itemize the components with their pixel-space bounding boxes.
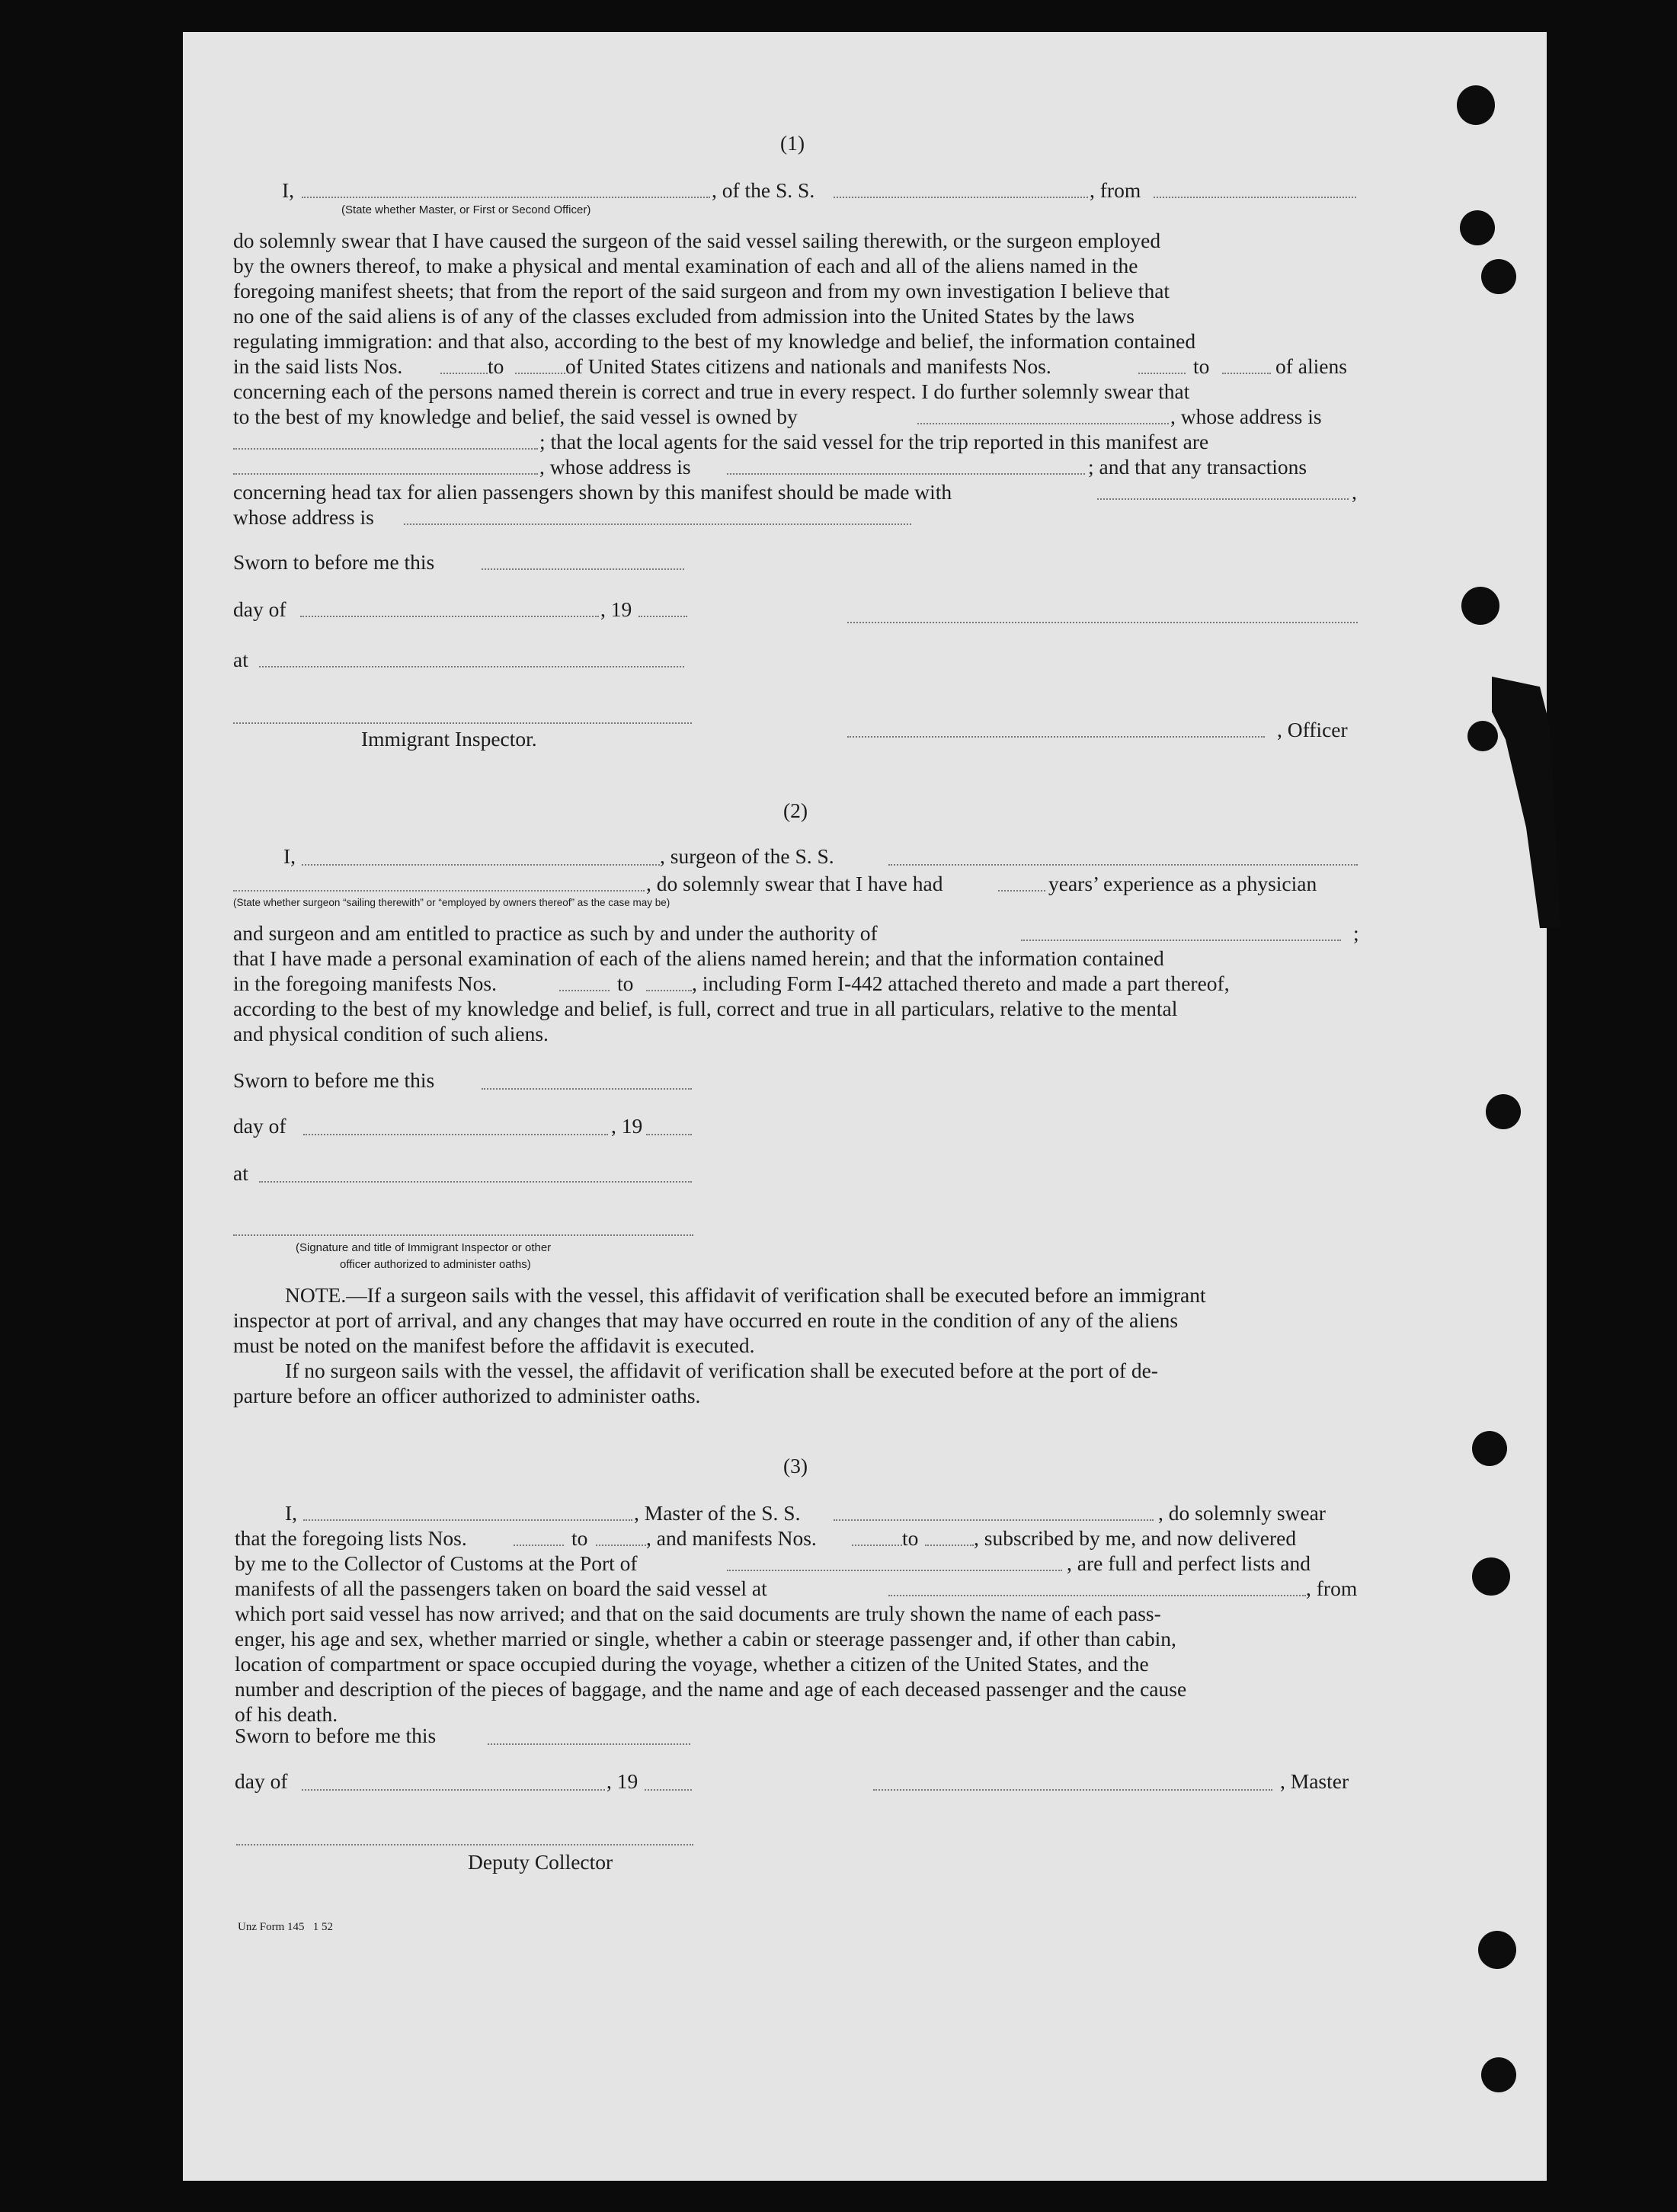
head-tax-address-field[interactable] — [404, 523, 911, 525]
signature-caption: officer authorized to administer oaths) — [340, 1258, 531, 1271]
affidavit-1-line: regulating immigration: and that also, according to the best of my knowledge and belief, the information contained — [233, 329, 1196, 353]
solemnly-label: , do solemnly swear — [1158, 1501, 1326, 1525]
agents-field[interactable] — [233, 473, 538, 475]
at-label: at — [233, 648, 248, 671]
i-label: I, — [282, 178, 295, 202]
affidavit-2-line: that I have made a personal examination of each of the aliens named herein; and that the information contained — [233, 946, 1164, 970]
form-id: Unz Form 145 1 52 — [238, 1921, 333, 1933]
affidavit-3-line: which port said vessel has now arrived; and that on the said documents are truly shown the name of each pass- — [235, 1602, 1161, 1625]
local-agents-label: ; that the local agents for the said vessel for the trip reported in this manifest are — [539, 430, 1209, 453]
at-label: at — [233, 1161, 248, 1185]
punch-hole — [1478, 1931, 1516, 1969]
note-line: must be noted on the manifest before the affidavit is executed. — [233, 1333, 755, 1357]
day-of-label: day of — [235, 1769, 288, 1793]
manifests-nos-label: , and manifests Nos. — [646, 1526, 817, 1550]
authority-label: and surgeon and am entitled to practice as such by and under the authority of — [233, 921, 878, 945]
to-label: to — [1193, 354, 1210, 378]
to-label: to — [902, 1526, 919, 1550]
inspector-signature-line[interactable] — [233, 1234, 693, 1236]
perfect-lists-label: , are full and perfect lists and — [1067, 1551, 1311, 1575]
head-tax-field[interactable] — [1097, 498, 1349, 500]
subscribed-label: , subscribed by me, and now delivered — [974, 1526, 1297, 1550]
officer-label: , Officer — [1277, 718, 1348, 741]
experience-label: years’ experience as a physician — [1048, 872, 1317, 895]
punch-hole — [1461, 587, 1499, 625]
affidavit-3-line: of his death. — [235, 1702, 338, 1726]
master-signature-line[interactable] — [873, 1789, 1272, 1791]
day-of-field[interactable] — [302, 1789, 605, 1791]
lists-nos-to-field[interactable] — [515, 373, 565, 374]
affidavit-2-line: according to the best of my knowledge and belief, is full, correct and true in all particulars, relative to the mental — [233, 997, 1178, 1020]
owned-by-label: to the best of my knowledge and belief, the said vessel is owned by — [233, 405, 798, 428]
day-of-label: day of — [233, 597, 286, 621]
i-label: I, — [285, 1501, 298, 1525]
punch-hole — [1481, 2057, 1516, 2092]
officer-name-line[interactable] — [847, 736, 1265, 738]
punch-hole — [1472, 1557, 1510, 1596]
day-of-field[interactable] — [300, 616, 599, 617]
from-label: , from — [1306, 1577, 1358, 1600]
master-name-field[interactable] — [303, 1519, 632, 1521]
manifest-nos-from-field[interactable] — [1138, 373, 1186, 374]
solemnly-label: , do solemnly swear that I have had — [646, 872, 943, 895]
note-line: If no surgeon sails with the vessel, the affidavit of verification shall be executed before at the port of de- — [285, 1359, 1158, 1382]
affidavit-3-line: number and description of the pieces of baggage, and the name and age of each deceased passenger and the cause — [235, 1677, 1187, 1701]
at-field[interactable] — [259, 666, 684, 667]
whose-address-label: whose address is — [233, 505, 374, 529]
affidavit-3-line: location of compartment or space occupied during the voyage, whether a citizen of the United States, and the — [235, 1652, 1149, 1676]
transactions-label: ; and that any transactions — [1088, 455, 1307, 479]
at-field[interactable] — [259, 1181, 692, 1183]
lists-nos-label: in the said lists Nos. — [233, 354, 403, 378]
owner-field[interactable] — [917, 423, 1169, 424]
surgeon-ss-label: , surgeon of the S. S. — [660, 844, 834, 868]
surgeon-status-field[interactable] — [233, 890, 645, 892]
board-at-label: manifests of all the passengers taken on board the said vessel at — [235, 1577, 767, 1600]
head-tax-label: concerning head tax for alien passengers shown by this manifest should be made with — [233, 480, 952, 504]
lists-nos-label: that the foregoing lists Nos. — [235, 1526, 467, 1550]
punch-hole — [1486, 1094, 1521, 1129]
manifests-nos-label: in the foregoing manifests Nos. — [233, 972, 497, 995]
day-of-field[interactable] — [303, 1134, 608, 1135]
affidavit-1-line: foregoing manifest sheets; that from the report of the said surgeon and from my own investigation I believe that — [233, 279, 1170, 303]
affidavit-1-line: concerning each of the persons named therein is correct and true in every respect. I do further solemnly swear that — [233, 379, 1190, 403]
surgeon-name-field[interactable] — [302, 864, 660, 866]
to-label: to — [488, 354, 504, 378]
inspector-signature-line[interactable] — [233, 722, 692, 724]
punch-hole — [1460, 210, 1495, 245]
sworn-label: Sworn to before me this — [233, 1068, 435, 1092]
year-label: , 19 — [600, 597, 632, 621]
affidavit-1-line: do solemnly swear that I have caused the surgeon of the said vessel sailing therewith, or the surgeon employed — [233, 229, 1161, 252]
affidavit-1-line: no one of the said aliens is of any of the classes excluded from admission into the United States by the laws — [233, 304, 1135, 328]
sworn-date-field[interactable] — [482, 1088, 692, 1090]
collector-port-label: by me to the Collector of Customs at the Port of — [235, 1551, 638, 1575]
section-3-number: (3) — [783, 1454, 808, 1477]
punch-hole — [1481, 259, 1516, 294]
rank-caption: (State whether Master, or First or Second Officer) — [341, 203, 591, 216]
sworn-date-field[interactable] — [482, 568, 684, 570]
master-vessel-field[interactable] — [834, 1519, 1154, 1521]
lists-nos-from-field[interactable] — [440, 373, 488, 374]
lists-nos-from-field[interactable] — [514, 1545, 564, 1546]
semicolon: ; — [1353, 921, 1359, 945]
lists-nos-to-field[interactable] — [596, 1545, 646, 1546]
surgeon-vessel-field[interactable] — [888, 864, 1358, 866]
year-field[interactable] — [638, 616, 687, 617]
i-label: I, — [283, 844, 296, 868]
sworn-label: Sworn to before me this — [233, 550, 435, 574]
section-2-number: (2) — [783, 799, 808, 822]
section-1-number: (1) — [780, 131, 805, 155]
affidavit-3-line: enger, his age and sex, whether married or single, whether a cabin or steerage passenger and, if other than cabin, — [235, 1627, 1176, 1650]
form-i442-label: , including Form I-442 attached thereto and made a part thereof, — [692, 972, 1230, 995]
note-line: NOTE.—If a surgeon sails with the vessel, this affidavit of verification shall be executed before an immigrant — [285, 1283, 1206, 1307]
note-line: inspector at port of arrival, and any changes that may have occurred en route in the condition of any of the aliens — [233, 1308, 1179, 1332]
master-ss-label: , Master of the S. S. — [634, 1501, 801, 1525]
whose-address-label: , whose address is — [539, 455, 691, 479]
citizens-label: of United States citizens and nationals and manifests Nos. — [565, 354, 1051, 378]
years-field[interactable] — [998, 890, 1045, 892]
year-label: , 19 — [611, 1114, 643, 1138]
year-label: , 19 — [606, 1769, 638, 1793]
comma: , — [1352, 480, 1357, 504]
deputy-collector-label: Deputy Collector — [468, 1850, 613, 1874]
sworn-date-field[interactable] — [488, 1743, 690, 1745]
affidavit-1-line: by the owners thereof, to make a physical and mental examination of each and all of the aliens named in the — [233, 254, 1138, 277]
signature-caption: (Signature and title of Immigrant Inspector or other — [296, 1241, 552, 1254]
year-field[interactable] — [645, 1789, 692, 1791]
manifest-nos-to-field[interactable] — [646, 990, 692, 991]
punch-hole — [1457, 85, 1495, 125]
inspector-label: Immigrant Inspector. — [361, 727, 537, 751]
collector-signature-line[interactable] — [236, 1844, 693, 1845]
manifest-nos-to-field[interactable] — [1222, 373, 1271, 374]
owner-address-field[interactable] — [233, 448, 538, 450]
aliens-label: of aliens — [1275, 354, 1347, 378]
to-label: to — [571, 1526, 588, 1550]
manifest-nos-to-field[interactable] — [925, 1545, 974, 1546]
surgeon-status-caption: (State whether surgeon “sailing therewith” or “employed by owners thereof” as the case may be) — [233, 897, 670, 908]
manifest-nos-from-field[interactable] — [559, 990, 610, 991]
authority-field[interactable] — [1021, 940, 1341, 941]
boarding-port-field[interactable] — [888, 1595, 1306, 1596]
vessel-name-field[interactable] — [834, 197, 1088, 198]
to-label: to — [617, 972, 634, 995]
sworn-label: Sworn to before me this — [235, 1724, 437, 1747]
master-label: , Master — [1280, 1769, 1349, 1793]
manifest-nos-from-field[interactable] — [852, 1545, 902, 1546]
officer-signature-line[interactable] — [847, 622, 1358, 623]
punch-hole — [1472, 1431, 1507, 1466]
agents-address-field[interactable] — [727, 473, 1085, 475]
whose-address-label: , whose address is — [1170, 405, 1322, 428]
note-line: parture before an officer authorized to administer oaths. — [233, 1384, 701, 1407]
from-port-field[interactable] — [1154, 197, 1356, 198]
officer-rank-field[interactable] — [302, 197, 710, 198]
affidavit-2-line: and physical condition of such aliens. — [233, 1022, 549, 1045]
collector-port-field[interactable] — [727, 1570, 1062, 1571]
from-label: , from — [1090, 178, 1141, 202]
of-ss-label: , of the S. S. — [712, 178, 815, 202]
day-of-label: day of — [233, 1114, 286, 1138]
punch-hole — [1467, 721, 1498, 751]
year-field[interactable] — [646, 1134, 692, 1135]
